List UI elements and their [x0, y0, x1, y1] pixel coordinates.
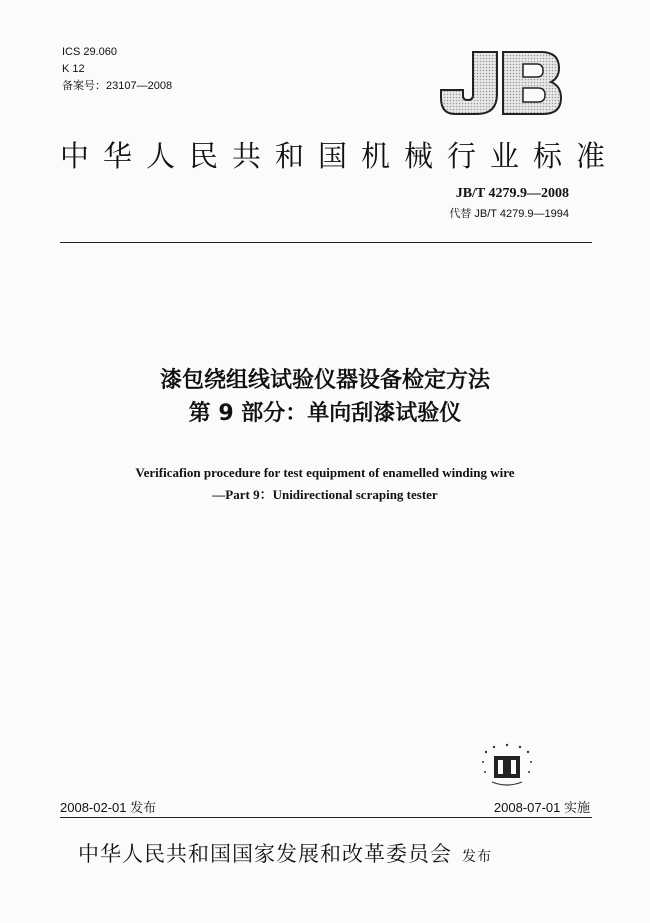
standard-code: JB/T 4279.9—2008: [455, 186, 569, 201]
chinese-title-line2: 第 9 部分：单向刮漆试验仪: [188, 401, 462, 426]
record-number: 备案号：23107—2008: [62, 80, 173, 92]
english-title-line2: —Part 9：Unidirectional scraping tester: [212, 487, 438, 502]
classification-code: K 12: [62, 63, 85, 75]
issue-date: 2008-02-01 发布: [60, 800, 157, 815]
publisher-line: [78, 838, 492, 868]
replaces-standard: 代替 JB/T 4279.9—1994: [449, 208, 569, 220]
english-title: [0, 462, 650, 506]
top-divider: [60, 242, 592, 243]
logo-lettering: JB: [437, 48, 438, 49]
standard-number-block: [449, 186, 569, 221]
publisher-emblem-icon: [478, 742, 536, 790]
english-title-line1: Verificafion procedure for test equipment of enamelled winding wire: [135, 465, 515, 480]
chinese-title: [0, 364, 650, 430]
jb-logo: [437, 48, 565, 118]
publisher-name: 中华人民共和国国家发展和改革委员会: [78, 842, 452, 866]
implementation-date: 2008-07-01 实施: [493, 800, 590, 815]
chinese-title-line1: 漆包绕组线试验仪器设备检定方法: [159, 368, 490, 393]
bottom-divider: [60, 817, 592, 818]
header-meta: [62, 44, 172, 95]
publish-action: 发布: [462, 849, 492, 865]
industry-standard-title: 中华人民共和国机械行业标准: [60, 139, 620, 173]
ics-number: ICS 29.060: [62, 46, 118, 58]
